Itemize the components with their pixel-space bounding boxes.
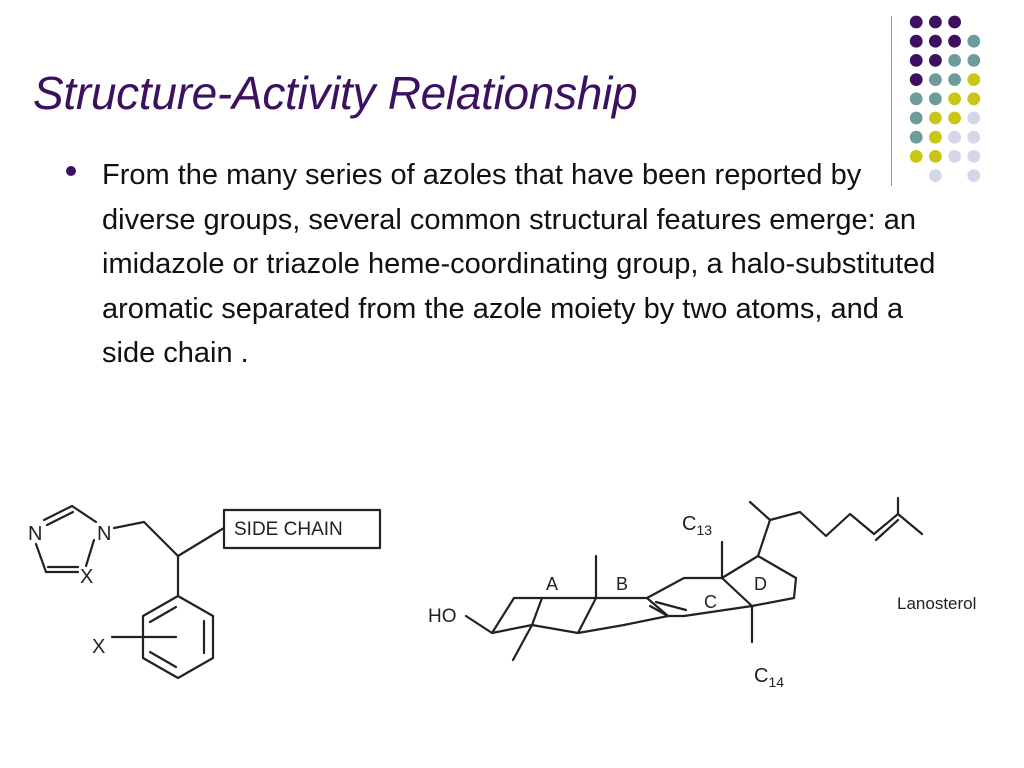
side-chain-label: SIDE CHAIN <box>234 519 343 540</box>
decorative-dot <box>948 54 961 67</box>
decorative-dot <box>929 35 942 48</box>
atom-label-n2: N <box>97 523 112 545</box>
ring-label-c: C <box>704 592 717 612</box>
decorative-dot <box>929 112 942 125</box>
lanosterol-label: Lanosterol <box>897 594 977 613</box>
decorative-dot <box>910 73 923 86</box>
decorative-dot <box>967 169 980 182</box>
decorative-dot <box>910 131 923 144</box>
decorative-dot <box>948 131 961 144</box>
label-c14: $C_{14}$ <box>754 665 785 690</box>
label-c13-subscript: 13 <box>696 522 713 538</box>
label-c14-subscript: 14 <box>768 674 785 690</box>
decorative-dot <box>967 131 980 144</box>
bullet-text: From the many series of azoles that have been reported by diverse groups, several common structural features emerge: an imidazole or triazole heme-coordinating group, a halo-substituted aromatic separated from the azole moiety by two atoms, and a side chain . <box>102 159 936 369</box>
decorative-dot <box>967 35 980 48</box>
ring-label-a: A <box>546 574 559 594</box>
ring-label-d: D <box>754 574 767 594</box>
decorative-dot <box>948 92 961 105</box>
decorative-dot <box>948 16 961 29</box>
bullet-marker <box>66 166 76 176</box>
atom-label-x-ring: X <box>80 566 94 588</box>
decorative-dot <box>910 35 923 48</box>
decorative-dot <box>910 54 923 67</box>
atom-label-n1: N <box>28 523 43 545</box>
decorative-dot <box>967 73 980 86</box>
decorative-dot <box>910 16 923 29</box>
label-c13: $C_{13}$ <box>682 513 713 538</box>
decorative-dot <box>948 73 961 86</box>
slide-title: Structure-Activity Relationship <box>33 67 638 119</box>
decorative-dot <box>910 112 923 125</box>
decorative-dot <box>948 35 961 48</box>
decorative-dot <box>948 112 961 125</box>
ring-label-b: B <box>616 574 629 594</box>
chemical-structures-figure <box>0 470 1024 700</box>
decorative-dot <box>929 73 942 86</box>
decorative-dot <box>967 54 980 67</box>
decorative-dot <box>910 92 923 105</box>
label-ho: HO <box>428 606 457 627</box>
decorative-dot <box>967 112 980 125</box>
decorative-dot <box>929 92 942 105</box>
decorative-dot <box>929 54 942 67</box>
decorative-dot <box>929 16 942 29</box>
atom-label-x-substituent: X <box>92 636 106 658</box>
decorative-dot <box>967 150 980 163</box>
decorative-dot <box>967 92 980 105</box>
decorative-dot <box>929 131 942 144</box>
